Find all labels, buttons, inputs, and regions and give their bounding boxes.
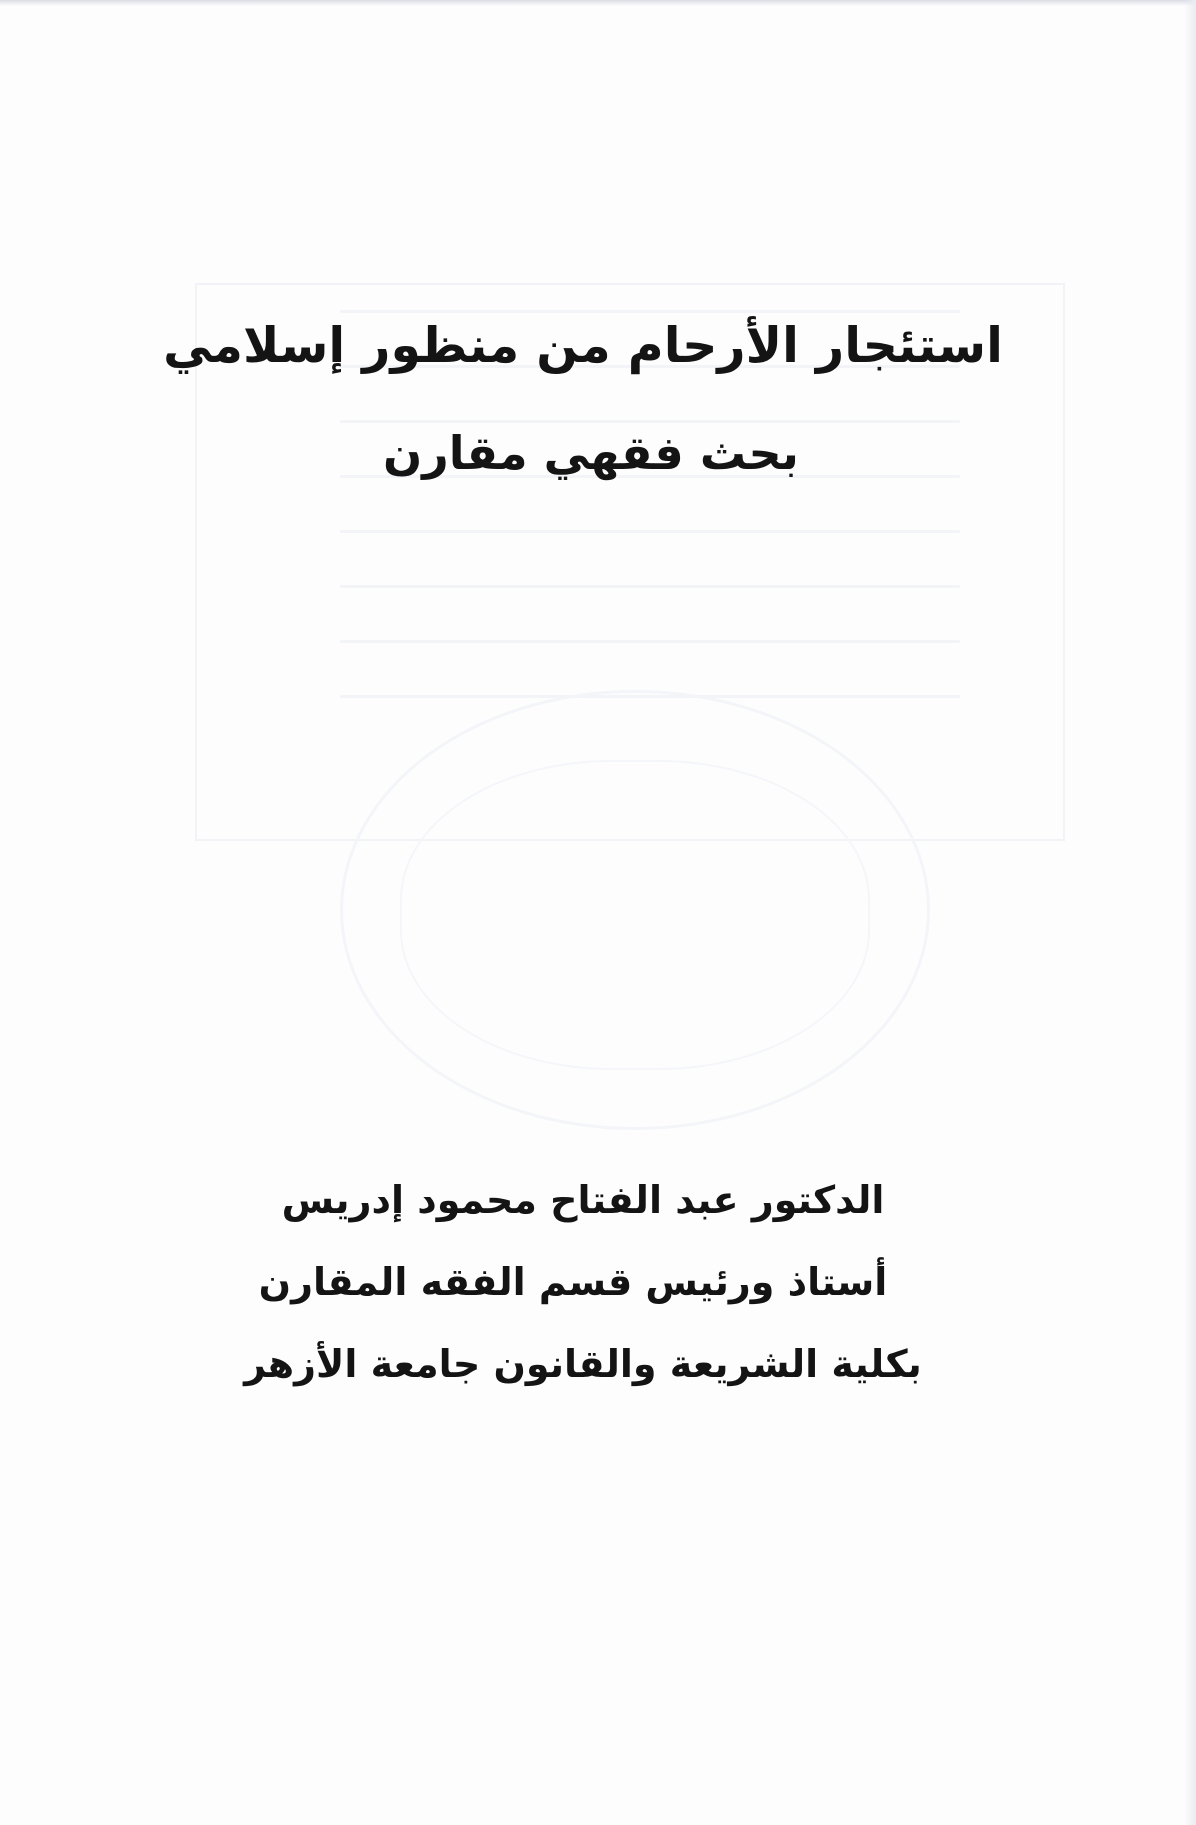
author-name: الدكتور عبد الفتاح محمود إدريس — [281, 1178, 885, 1222]
show-through-line — [340, 640, 960, 643]
author-position: أستاذ ورئيس قسم الفقه المقارن — [258, 1260, 888, 1304]
book-subtitle: بحث فقهي مقارن — [383, 426, 799, 480]
show-through-line — [340, 585, 960, 588]
author-affiliation: بكلية الشريعة والقانون جامعة الأزهر — [244, 1342, 922, 1386]
page-right-edge-shadow — [1184, 0, 1196, 1825]
show-through-calligraphy-inner — [400, 760, 870, 1070]
show-through-line — [340, 530, 960, 533]
book-title: استئجار الأرحام من منظور إسلامي — [163, 317, 1003, 374]
page-top-edge-shadow — [0, 0, 1196, 6]
